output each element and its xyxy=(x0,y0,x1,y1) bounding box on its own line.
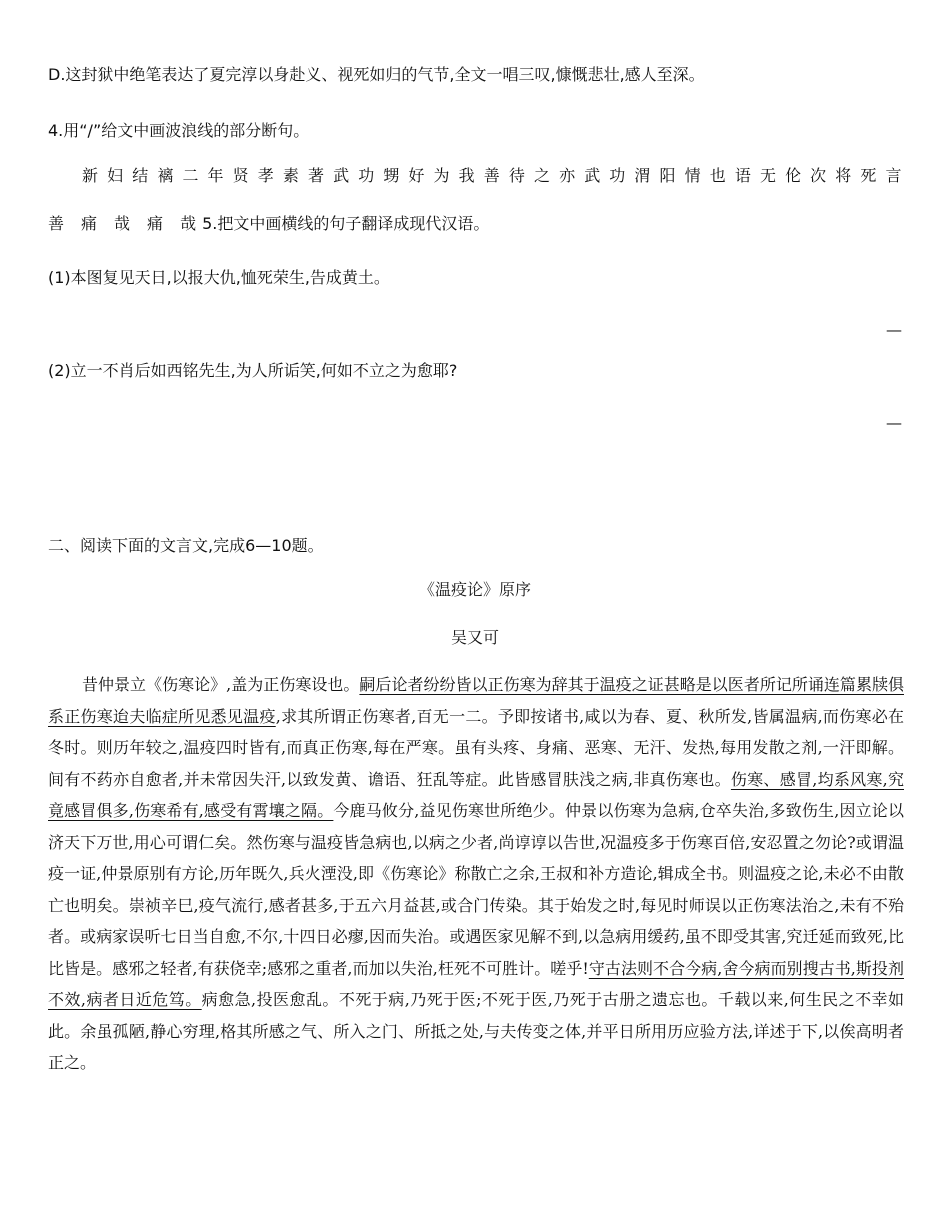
q4-char: 结 xyxy=(132,166,149,185)
q4-char: 好 xyxy=(408,166,425,185)
q4-char: 次 xyxy=(810,166,827,185)
q4-char: 功 xyxy=(609,166,626,185)
question-5-item-2: (2)立一不肖后如西铭先生,为人所诟笑,何如不立之为愈耶? xyxy=(48,361,458,380)
wavy-line-segment: 嗣后论者纷纷皆以正伤寒为辞其于温疫之证甚略是以医者所记所诵连篇累牍俱系正伤寒迨夫临症所见悉见温疫 xyxy=(48,675,904,726)
section-2-heading: 二、阅读下面的文言文,完成6—10题。 xyxy=(48,536,324,555)
q4-char: 善 xyxy=(48,214,65,233)
q4-char: 善 xyxy=(483,166,500,185)
q4-char: 死 xyxy=(860,166,877,185)
q4-char: 孝 xyxy=(257,166,274,185)
q4-char: 著 xyxy=(307,166,324,185)
q4-char: 年 xyxy=(207,166,224,185)
q4-char: 言 xyxy=(885,166,902,185)
q4-char: 哉 xyxy=(180,214,197,233)
question-4-text-line1 xyxy=(82,165,902,187)
q4-char: 新 xyxy=(82,166,99,185)
q4-char: 伦 xyxy=(785,166,802,185)
passage-author: 吴又可 xyxy=(450,628,499,647)
q4-char: 阳 xyxy=(659,166,676,185)
q4-char: 待 xyxy=(508,166,525,185)
q4-char: 武 xyxy=(584,166,601,185)
passage-segment: 昔仲景立《伤寒论》,盖为正伤寒设也。 xyxy=(82,675,360,694)
underlined-sentence-2: 守古法则不合今病,舍今病而别搜古书,斯投剂不效,病者日近危笃。 xyxy=(48,958,904,1009)
question-4-5-line xyxy=(48,213,489,235)
q4-char: 痛 xyxy=(81,214,98,233)
q4-char: 为 xyxy=(433,166,450,185)
passage-segment: ,求其所谓正伤寒者,百无一二。予即按诸书,咸以为春、夏、秋所发,皆属温病,而伤寒必在冬时。则历年较之,温疫四时皆有,而真正伤寒,每在严寒。虽有头疼、身痛、恶寒、无汗、发热,每用发散之剂,一汗即解。间有不药亦自愈者,并未常因失汗,以致发黄、谵语、狂乱等症。此皆感冒肤浅之病,非真伤寒也。 xyxy=(48,706,904,789)
q4-char: 武 xyxy=(333,166,350,185)
q4-char: 渭 xyxy=(634,166,651,185)
q4-char: 无 xyxy=(759,166,776,185)
passage-segment: 今鹿马攸分,益见伤寒世所绝少。仲景以伤寒为急病,仓卒失治,多致伤生,因立论以济天下万世,用心可谓仁矣。然伤寒与温疫皆急病也,以病之少者,尚谆谆以告世,况温疫多于伤寒百倍,安忍置之勿论?或谓温疫一证,仲景原别有方论,历年既久,兵火湮没,即《伤寒论》称散亡之余,王叔和补方造论,辑成全书。则温疫之论,未必不由散亡也明矣。崇祯辛巳,疫气流行,感者甚多,于五六月益甚,或合门传染。其于始发之时,每见时师误以正伤寒法治之,未有不殆者。或病家误听七日当自愈,不尔,十四日必瘳,因而失治。或遇医家见解不到,以急病用缓药,虽不即受其害,究迁延而致死,比比皆是。感邪之轻者,有获侥幸;感邪之重者,而加以失治,枉死不可胜计。嗟乎! xyxy=(48,801,904,978)
q4-char: 将 xyxy=(835,166,852,185)
question-5-item-1: (1)本图复见天日,以报大仇,恤死荣生,告成黄土。 xyxy=(48,268,390,287)
q4-char: 二 xyxy=(182,166,199,185)
option-d: D.这封狱中绝笔表达了夏完淳以身赴义、视死如归的气节,全文一唱三叹,慷慨悲壮,感人至深。 xyxy=(48,65,705,84)
question-5-label: 5.把文中画横线的句子翻译成现代汉语。 xyxy=(202,214,490,233)
q4-char: 我 xyxy=(458,166,475,185)
q4-char: 语 xyxy=(734,166,751,185)
passage-body xyxy=(48,669,904,1079)
q4-char: 妇 xyxy=(107,166,124,185)
q4-char: 情 xyxy=(684,166,701,185)
q4-char: 功 xyxy=(358,166,375,185)
q4-char: 哉 xyxy=(114,214,131,233)
q4-char: 褵 xyxy=(157,166,174,185)
q4-char: 也 xyxy=(709,166,726,185)
question-4-text-line2 xyxy=(48,213,196,235)
underlined-sentence-1: 伤寒、感冒,均系风寒,究竟感冒俱多,伤寒希有,感受有霄壤之隔。 xyxy=(48,769,904,820)
q4-char: 素 xyxy=(282,166,299,185)
q4-char: 甥 xyxy=(383,166,400,185)
passage-title: 《温疫论》原序 xyxy=(418,580,531,599)
passage-segment: 病愈急,投医愈乱。不死于病,乃死于医;不死于医,乃死于古册之遗忘也。千载以来,何生民之不幸如此。余虽孤陋,静心穷理,格其所感之气、所入之门、所抵之处,与夫传变之体,并平日所用历应验方法,详述于下,以俟高明者正之。 xyxy=(48,990,904,1072)
q4-char: 之 xyxy=(533,166,550,185)
question-4-label: 4.用“/”给文中画波浪线的部分断句。 xyxy=(48,121,310,140)
q4-char: 亦 xyxy=(559,166,576,185)
q4-char: 痛 xyxy=(147,214,164,233)
answer-line-1: — xyxy=(886,320,902,339)
answer-line-2: — xyxy=(886,413,902,432)
q4-char: 贤 xyxy=(232,166,249,185)
